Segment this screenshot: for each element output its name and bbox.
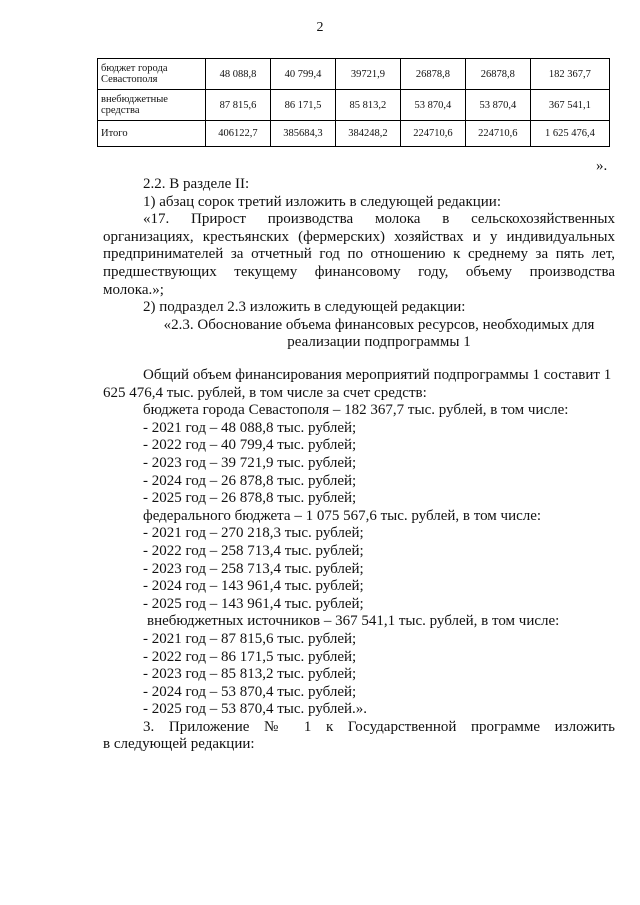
quote-line: предпринимателей за отчетный год по отношению к среднему за пять лет, (103, 246, 615, 263)
year-item: - 2021 год – 270 218,3 тыс. рублей; (143, 525, 364, 542)
year-item: - 2024 год – 53 870,4 тыс. рублей; (143, 683, 357, 700)
paragraph: 1) абзац сорок третий изложить в следующей редакции: (143, 193, 501, 210)
table-cell: 53 870,4 (465, 90, 530, 121)
table-cell: 87 815,6 (206, 90, 271, 121)
section-2-3-body (103, 367, 615, 754)
quote-line: «17. Прирост производства молока в сельскохозяйственных (143, 211, 615, 228)
table-cell: 385684,3 (270, 121, 335, 147)
year-item: - 2021 год – 48 088,8 тыс. рублей; (143, 419, 357, 436)
quote-line: молока.»; (103, 281, 164, 298)
year-item: - 2025 год – 143 961,4 тыс. рублей; (143, 595, 364, 612)
year-item: - 2023 год – 39 721,9 тыс. рублей; (143, 454, 357, 471)
section-heading: 2.2. В разделе II: (143, 176, 250, 192)
table-row (98, 90, 610, 121)
table-cell: 182 367,7 (530, 59, 609, 90)
year-item: - 2022 год – 258 713,4 тыс. рублей; (143, 542, 364, 559)
table-cell: 48 088,8 (206, 59, 271, 90)
table-cell: 40 799,4 (270, 59, 335, 90)
row-label: внебюджетные средства (98, 90, 206, 121)
year-item: - 2022 год – 40 799,4 тыс. рублей; (143, 437, 357, 454)
table-cell: 39721,9 (335, 59, 400, 90)
table-cell: 224710,6 (400, 121, 465, 147)
table-cell: 384248,2 (335, 121, 400, 147)
row-label: бюджет города Севастополя (98, 59, 206, 90)
year-item: - 2023 год – 85 813,2 тыс. рублей; (143, 666, 357, 683)
table-cell: 26878,8 (400, 59, 465, 90)
table-cell: 406122,7 (206, 121, 271, 147)
table-cell: 224710,6 (465, 121, 530, 147)
paragraph: 3. Приложение № 1 к Государственной программе изложить (143, 718, 615, 735)
year-item: - 2023 год – 258 713,4 тыс. рублей; (143, 560, 364, 577)
quote-line: предшествующих текущему финансовому году, объему производства (103, 263, 615, 280)
subsection-title: «2.3. Обоснование объема финансовых ресурсов, необходимых для (163, 316, 595, 333)
section-2-2 (103, 176, 615, 352)
page-number: 2 (316, 20, 324, 35)
table-cell: 1 625 476,4 (530, 121, 609, 147)
paragraph: в следующей редакции: (103, 736, 255, 753)
table-cell: 53 870,4 (400, 90, 465, 121)
paragraph: Общий объем финансирования мероприятий подпрограммы 1 составит 1 (143, 367, 612, 383)
table-row-total (98, 121, 610, 147)
year-item: - 2021 год – 87 815,6 тыс. рублей; (143, 630, 357, 647)
funding-source-header: бюджета города Севастополя – 182 367,7 тыс. рублей, в том числе: (143, 402, 569, 419)
table-row (98, 59, 610, 90)
year-item: - 2024 год – 143 961,4 тыс. рублей; (143, 578, 364, 595)
year-item: - 2025 год – 53 870,4 тыс. рублей.». (143, 701, 368, 718)
table-cell: 85 813,2 (335, 90, 400, 121)
closing-quote: ». (596, 158, 608, 174)
funding-source-header: федерального бюджета – 1 075 567,6 тыс. рублей, в том числе: (143, 507, 542, 524)
funding-source-header: внебюджетных источников – 367 541,1 тыс. рублей, в том числе: (147, 613, 560, 630)
financing-table (97, 58, 610, 147)
row-label: Итого (98, 121, 206, 147)
table-cell: 367 541,1 (530, 90, 609, 121)
table-cell: 86 171,5 (270, 90, 335, 121)
year-item: - 2024 год – 26 878,8 тыс. рублей; (143, 472, 357, 489)
paragraph: 625 476,4 тыс. рублей, в том числе за счет средств: (103, 384, 427, 401)
subsection-title: реализации подпрограммы 1 (287, 334, 471, 351)
year-item: - 2025 год – 26 878,8 тыс. рублей; (143, 490, 357, 507)
table-cell: 26878,8 (465, 59, 530, 90)
year-item: - 2022 год – 86 171,5 тыс. рублей; (143, 648, 357, 665)
paragraph: 2) подраздел 2.3 изложить в следующей редакции: (143, 299, 466, 316)
quote-line: организациях, крестьянских (фермерских) хозяйствах и у индивидуальных (103, 228, 615, 245)
